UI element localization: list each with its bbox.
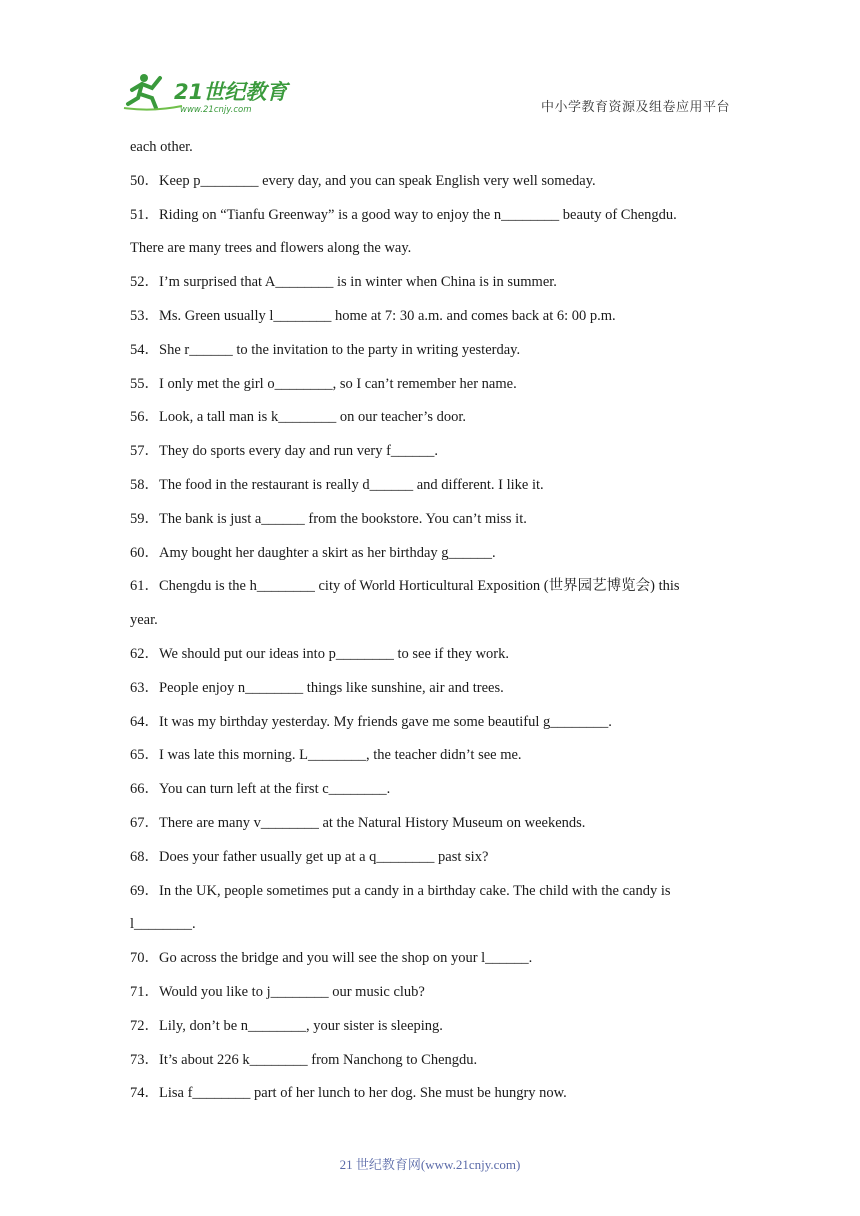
exercise-line: 57．They do sports every day and run very f______. — [130, 443, 439, 460]
exercise-line: 56．Look, a tall man is k________ on our teacher’s door. — [130, 409, 466, 426]
exercise-line: 55．I only met the girl o________, so I can’t remember her name. — [130, 375, 517, 392]
exercise-line: 70．Go across the bridge and you will see the shop on your l______. — [130, 950, 533, 967]
exercise-line: 73．It’s about 226 k________ from Nanchong to Chengdu. — [130, 1051, 478, 1068]
exercise-line: 54．She r______ to the invitation to the party in writing yesterday. — [130, 341, 521, 358]
page-footer: 21 世纪教育网(www.21cnjy.com) — [339, 1157, 521, 1172]
exercise-line: 63．People enjoy n________ things like sunshine, air and trees. — [130, 679, 504, 696]
exercise-line: 65．I was late this morning. L________, the teacher didn’t see me. — [130, 747, 522, 764]
exercise-line: 64．It was my birthday yesterday. My friends gave me some beautiful g________. — [130, 713, 612, 730]
exercise-line: 59．The bank is just a______ from the bookstore. You can’t miss it. — [130, 510, 527, 527]
exercise-line: 68．Does your father usually get up at a q________ past six? — [130, 848, 489, 865]
exercise-line: 51．Riding on “Tianfu Greenway” is a good way to enjoy the n________ beauty of Chengdu. — [130, 206, 677, 223]
exercise-line: 61．Chengdu is the h________ city of World Horticultural Exposition (世界园艺博览会) this — [130, 578, 680, 595]
logo-url: www.21cnjy.com — [180, 105, 252, 115]
logo-21cnjy — [122, 68, 292, 116]
exercise-line: year. — [130, 612, 158, 629]
exercise-line: 60．Amy bought her daughter a skirt as her birthday g______. — [130, 544, 496, 561]
exercise-line: 62．We should put our ideas into p________ to see if they work. — [130, 645, 510, 662]
exercise-line: 69．In the UK, people sometimes put a candy in a birthday cake. The child with the candy is — [130, 882, 671, 899]
exercise-line: 67．There are many v________ at the Natural History Museum on weekends. — [130, 814, 586, 831]
page-header — [0, 0, 860, 130]
exercise-line: 72．Lily, don’t be n________, your sister is sleeping. — [130, 1017, 443, 1034]
exercise-line: 66．You can turn left at the first c________. — [130, 781, 391, 798]
header-tagline: 中小学教育资源及组卷应用平台 — [540, 100, 730, 115]
exercise-line: 74．Lisa f________ part of her lunch to her dog. She must be hungry now. — [130, 1085, 567, 1102]
exercise-line: 50．Keep p________ every day, and you can speak English very well someday. — [130, 172, 596, 189]
exercise-line: 52．I’m surprised that A________ is in winter when China is in summer. — [130, 274, 557, 291]
exercise-line: each other. — [130, 139, 193, 155]
exercise-line: There are many trees and flowers along the way. — [130, 240, 412, 257]
exercise-line: 71．Would you like to j________ our music club? — [130, 983, 425, 1000]
exercise-line: 53．Ms. Green usually l________ home at 7: 30 a.m. and comes back at 6: 00 p.m. — [130, 307, 616, 324]
exercise-list — [130, 137, 730, 1117]
exercise-line: l________. — [130, 916, 196, 933]
exercise-line: 58．The food in the restaurant is really d______ and different. I like it. — [130, 476, 544, 493]
logo-text: 21世纪教育 — [174, 80, 288, 104]
